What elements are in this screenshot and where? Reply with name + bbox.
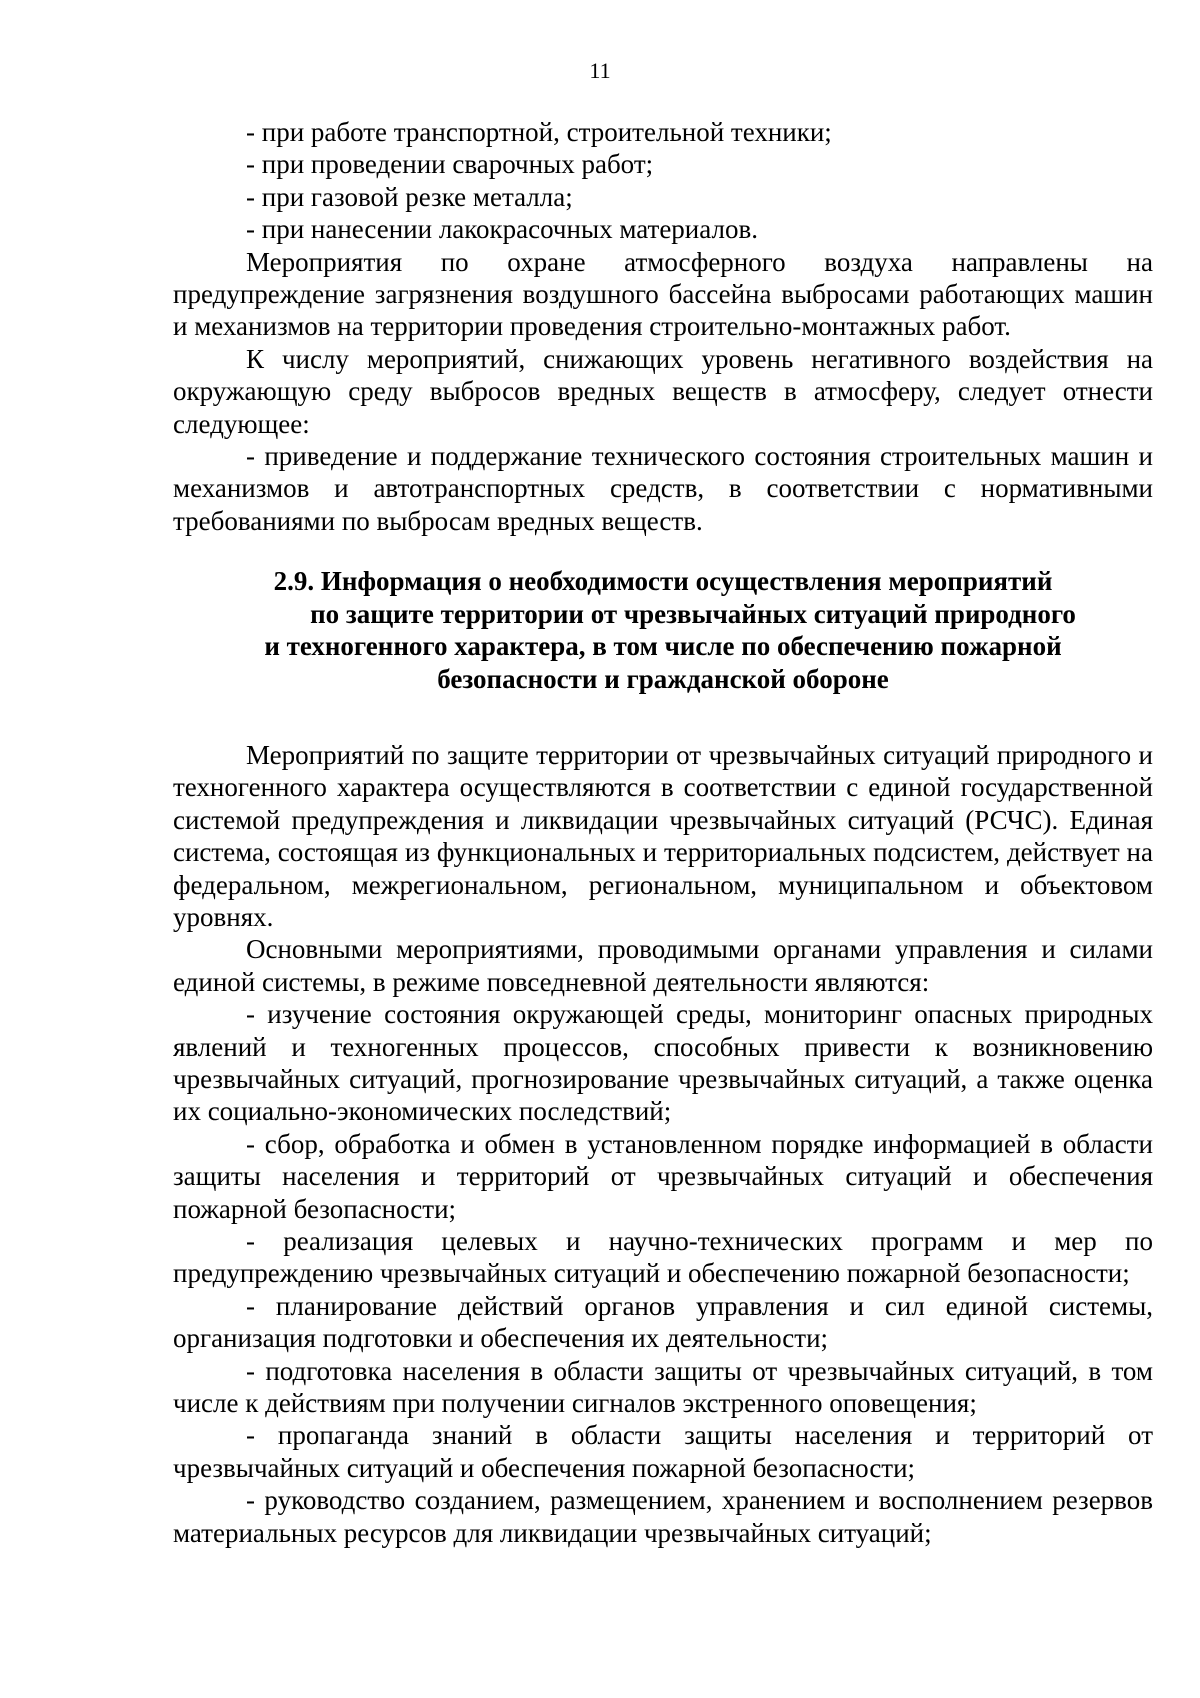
paragraph: Мероприятия по охране атмосферного воздуха направлены на предупреждение загрязнения воздушного бассейна выбросами работающих машин и механизмов на территории проведения строительно-монтажных работ.	[173, 246, 1153, 342]
paragraph: К числу мероприятий, снижающих уровень негативного воздействия на окружающую среду выбросов вредных веществ в атмосферу, следует отнести следующее:	[173, 343, 1153, 439]
section-heading	[173, 565, 1153, 695]
paragraph: Основными мероприятиями, проводимыми органами управления и силами единой системы, в режиме повседневной деятельности являются:	[173, 934, 1153, 997]
list-item: - приведение и поддержание технического состояния строительных машин и механизмов и автотранспортных средств, в соответствии с нормативными требованиями по выбросам вредных веществ.	[173, 441, 1153, 536]
list-item: - подготовка населения в области защиты от чрезвычайных ситуаций, в том числе к действиям при получении сигналов экстренного оповещения;	[173, 1355, 1153, 1419]
list-item: - планирование действий органов управления и сил единой системы, организация подготовки и обеспечения их деятельности;	[173, 1290, 1153, 1354]
list-item: - при газовой резке металла;	[246, 181, 573, 212]
list-item: - руководство созданием, размещением, хранением и восполнением резервов материальных ресурсов для ликвидации чрезвычайных ситуаций;	[173, 1485, 1153, 1548]
paragraph: Мероприятий по защите территории от чрезвычайных ситуаций природного и техногенного характера осуществляются в соответствии с единой государственной системой предупреждения и ликвидации чрезвычайных ситуаций (РСЧС). Единая система, состоящая из функциональных и территориальных подсистем, действует на федеральном, межрегиональном, региональном, муниципальном и объектовом уровнях.	[173, 739, 1153, 932]
list-item: - сбор, обработка и обмен в установленном порядке информацией в области защиты населения и территорий от чрезвычайных ситуаций и обеспечения пожарной безопасности;	[173, 1128, 1153, 1224]
list-item: - при проведении сварочных работ;	[246, 149, 654, 180]
list-item: - реализация целевых и научно-технических программ и мер по предупреждению чрезвычайных ситуаций и обеспечению пожарной безопасности;	[173, 1226, 1153, 1289]
list-item: - изучение состояния окружающей среды, мониторинг опасных природных явлений и техногенных процессов, способных привести к возникновению чрезвычайных ситуаций, прогнозирование чрезвычайных ситуаций, а также оценка их социально-экономических последствий;	[173, 999, 1153, 1127]
list-item: - при работе транспортной, строительной техники;	[246, 117, 832, 147]
section-heading-line: 2.9. Информация о необходимости осуществления мероприятий	[273, 566, 1053, 597]
page-content	[173, 116, 1153, 1549]
list-item: - при нанесении лакокрасочных материалов.	[246, 214, 758, 245]
section-heading-line: и техногенного характера, в том числе по обеспечению пожарной	[264, 631, 1062, 662]
section-heading-line: по защите территории от чрезвычайных ситуаций природного	[310, 598, 1076, 629]
section-heading-line: безопасности и гражданской обороне	[437, 663, 889, 694]
page-number: 11	[589, 58, 611, 83]
list-item: - пропаганда знаний в области защиты населения и территорий от чрезвычайных ситуаций и обеспечения пожарной безопасности;	[173, 1420, 1153, 1483]
